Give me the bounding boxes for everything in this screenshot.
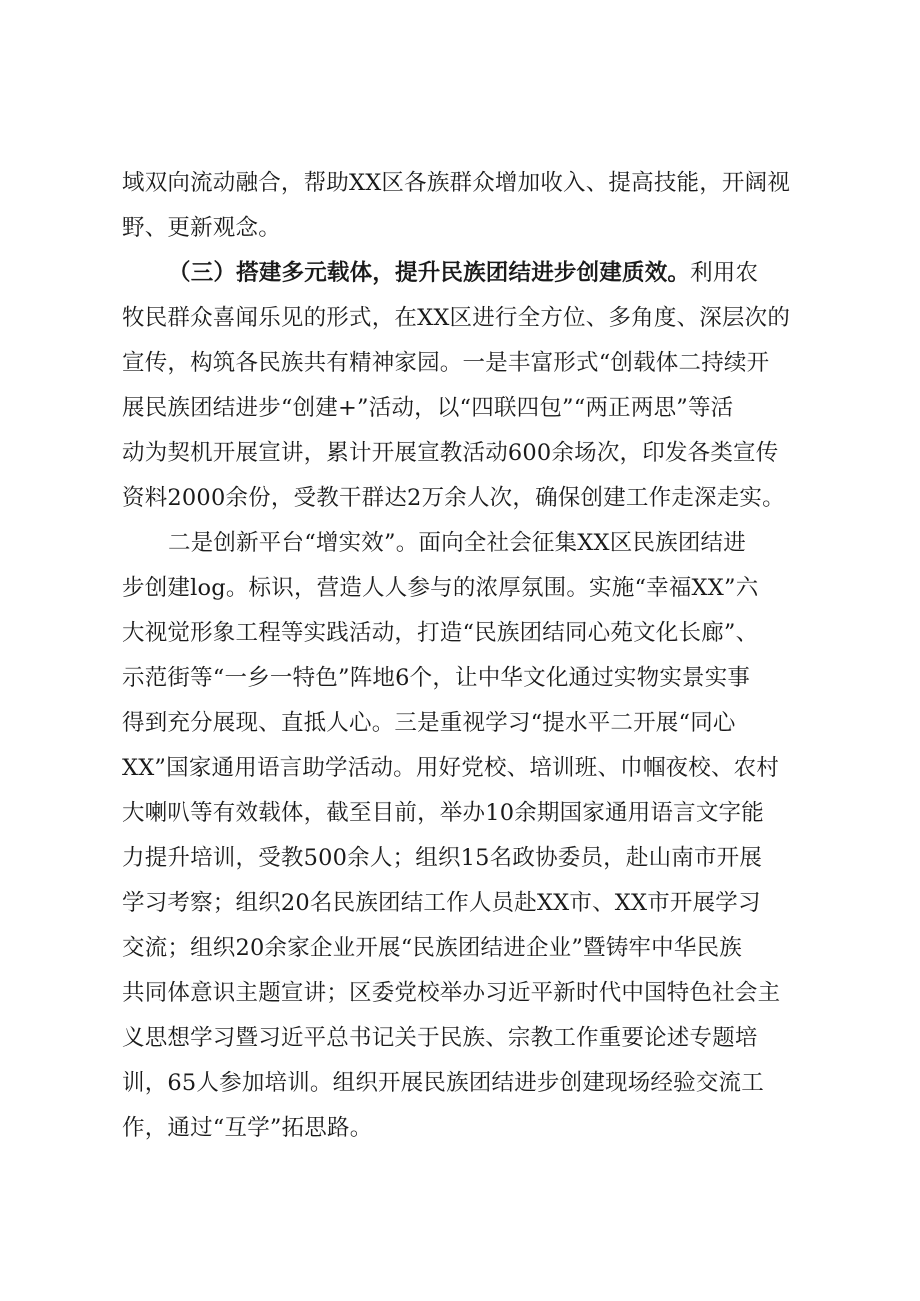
text-line	[122, 438, 778, 468]
text-line	[122, 483, 785, 513]
line-text: 域双向流动融合，帮助XX区各族群众增加收入、提高技能，开阔视	[122, 170, 791, 196]
text-line	[122, 573, 758, 603]
line-text: 训，65人参加培训。组织开展民族团结进步创建现场经验交流工	[122, 1070, 764, 1096]
line-text: 野、更新观念。	[122, 215, 281, 241]
line-text: 力提升培训，受教500余人；组织15名政协委员，赴山南市开展	[122, 845, 763, 871]
text-line	[122, 393, 733, 423]
line-text: 交流；组织20余家企业开展“民族团结进企业”暨铸牢中华民族	[122, 935, 742, 961]
line-text: 得到充分展现、直抵人心。三是重视学习“提水平二开展“同心	[122, 710, 736, 736]
line-text: 学习考察；组织20名民族团结工作人员赴XX市、XX市开展学习	[122, 890, 761, 916]
text-line	[122, 618, 758, 648]
section-heading-line	[168, 258, 758, 288]
text-line	[122, 708, 736, 738]
text-line	[122, 1113, 372, 1143]
line-text: 宣传，构筑各民族共有精神家园。一是丰富形式“创载体二持续开	[122, 350, 770, 376]
line-text: 大视觉形象工程等实践活动，打造“民族团结同心苑文化长廊”、	[122, 620, 759, 646]
text-line	[122, 168, 790, 198]
text-line	[122, 213, 281, 243]
text-line	[122, 1023, 758, 1053]
text-line	[122, 303, 790, 333]
text-line	[122, 663, 750, 693]
text-line	[122, 753, 779, 783]
text-line	[122, 843, 762, 873]
text-line	[122, 888, 761, 918]
text-line	[122, 348, 769, 378]
section-heading: （三）搭建多元载体，提升民族团结进步创建质效。	[168, 260, 691, 286]
line-text: 资料2000余份，受教干群达2万余人次，确保创建工作走深走实。	[122, 485, 785, 511]
line-text: 二是创新平台“增实效”。面向全社会征集XX区民族团结进	[168, 530, 746, 556]
line-text: 步创建log。标识，营造人人参与的浓厚氛围。实施“幸福XX”六	[122, 575, 759, 601]
line-text: 作，通过“互学”拓思路。	[122, 1115, 373, 1141]
line-text: 义思想学习暨习近平总书记关于民族、宗教工作重要论述专题培	[122, 1025, 758, 1051]
line-text: 动为契机开展宣讲，累计开展宣教活动600余场次，印发各类宣传	[122, 440, 779, 466]
text-line	[122, 978, 780, 1008]
text-line	[168, 528, 746, 558]
line-text: XX”国家通用语言助学活动。用好党校、培训班、巾帼夜校、农村	[122, 755, 780, 781]
text-line	[122, 798, 764, 828]
text-line	[122, 933, 742, 963]
line-text: 示范街等“一乡一特色”阵地6个，让中华文化通过实物实景实事	[122, 665, 751, 691]
line-text: 展民族团结进步“创建+”活动，以“四联四包”“两正两思”等活	[122, 395, 734, 421]
line-text: 共同体意识主题宣讲；区委党校举办习近平新时代中国特色社会主	[122, 980, 781, 1006]
line-text: 利用农	[690, 260, 759, 286]
line-text: 大喇叭等有效载体，截至目前，举办10余期国家通用语言文字能	[122, 800, 764, 826]
text-line	[122, 1068, 764, 1098]
line-text: 牧民群众喜闻乐见的形式，在XX区进行全方位、多角度、深层次的	[122, 305, 791, 331]
